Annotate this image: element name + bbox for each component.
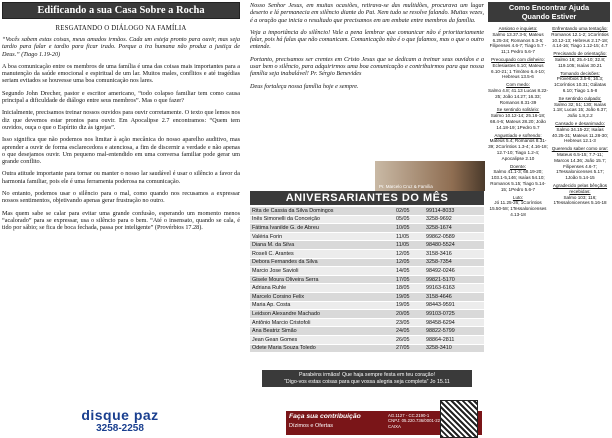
birthday-date: 12/05: [394, 249, 424, 258]
birthday-name: Leidson Alexandre Machado: [250, 310, 394, 319]
help-topic-heading: Ansioso e inquieto:: [498, 26, 538, 31]
help-topic: [550, 96, 610, 119]
disque-paz-logo: disque paz: [81, 407, 159, 423]
birthday-phone: 98480-5524: [424, 241, 484, 250]
help-guide-title-line2: Quando Estiver: [521, 12, 577, 21]
birthday-phone: 98492-0246: [424, 267, 484, 276]
birthday-phone: 3258-9692: [424, 215, 484, 224]
birthday-name: Marcio Jose Savioli: [250, 267, 394, 276]
birthday-row: [250, 267, 484, 276]
help-topic-refs: Mateus 5.4; Romanos 8.31-39; 2Coríntios 1.3-4; 4.16-18; 12.7-10; Tiago 1.2-4; Apocalipse 2.10: [488, 138, 548, 161]
help-guide-title: [488, 2, 610, 22]
bank-name: CAIXA: [388, 423, 401, 429]
help-topic-heading: Luto:: [512, 194, 524, 200]
help-guide-column: [488, 2, 610, 436]
help-topic-heading: Com medo:: [506, 82, 530, 88]
birthday-date: 14/05: [394, 267, 424, 276]
help-topic-heading: Se sentindo culpado:: [558, 95, 602, 101]
help-topic: [550, 26, 610, 49]
devotional-paragraph: Isso significa que não podemos nos limitar à ação mecânica do nosso aparelho auditivo, mas aprender a ouvir de forma esclarecedora e atenciosa, a fim de discernir a verdade e não apenas o que desejamos ouvir. Um pequeno mal-entendido em uma conversa familiar pode gerar um grande conflito.: [2, 136, 240, 166]
birthday-name: Antônio Marcio Cristofoli: [250, 318, 394, 327]
help-topic: [488, 133, 548, 162]
birthday-name: Maria Ap. Costa: [250, 301, 394, 310]
birthday-row: [250, 292, 484, 301]
disque-paz-phone: 3258-2258: [96, 423, 144, 434]
pastor-family-photo: [375, 161, 485, 191]
birthday-name: Odete Maria Souza Toledo: [250, 344, 394, 353]
help-topic: [550, 183, 610, 206]
birthday-date: 19/05: [394, 301, 424, 310]
birthdays-title: ANIVERSARIANTES DO MÊS: [250, 191, 484, 205]
birthday-row: [250, 301, 484, 310]
disque-paz-ad: [62, 407, 178, 434]
devotional-paragraph: No entanto, podemos usar o silêncio para o mal, como quando nos recusamos a expressar nossos sentimentos, objetivando apenas gerar frustração no outro.: [2, 190, 240, 205]
birthday-date: 10/05: [394, 224, 424, 233]
birthday-name: Ana Beatriz Simão: [250, 327, 394, 336]
help-guide-left-list: [488, 26, 548, 220]
birthday-phone: 99103-0725: [424, 310, 484, 319]
birthday-date: 26/05: [394, 335, 424, 344]
help-topic-heading: Angustiado e sofrendo:: [494, 132, 542, 138]
devotional-paragraph: Nosso Senhor Jesus, em muitas ocasiões, retirava-se das multidões, procurava um lugar deserto e lá permanecia em silêncio diante do Pai. Nem tudo se resolve falando. Muitas vezes, é a oração que inicia o resultado que precisamos em um embate entre membros da família.: [250, 2, 484, 24]
devotional-closing: Deus fortaleça nossa família hoje e sempre.: [250, 82, 359, 90]
help-topic: [488, 107, 548, 130]
birthday-name: Roseli C. Arantes: [250, 249, 394, 258]
birthday-phone: 3158-4646: [424, 292, 484, 301]
devotional-subtitle: RESGATANDO O DIÁLOGO NA FAMÍLIA: [55, 25, 187, 32]
help-topic-refs: Salmo 103; 116; 1Tessalonicenses 5.16-18: [553, 194, 607, 206]
help-topic-refs: Salmo 34.15-22; Isaías 40.25-31; Mateus 11.28-30; Hebreus 12.1-3: [551, 126, 609, 144]
help-topic-refs: Salmo 32; 51; 130; Isaías 1.18; Lucas 15; João 6.37; João 1.8,2.2: [552, 101, 608, 119]
help-topic: [550, 51, 610, 68]
help-topic-heading: Enfrentando uma tentação:: [552, 26, 608, 31]
birthday-row: [250, 310, 484, 319]
birthday-phone: 98458-6294: [424, 318, 484, 327]
birthday-row: [250, 249, 484, 258]
birthday-name: Gisele Moura Oliveira Serra: [250, 275, 394, 284]
birthday-date: 20/05: [394, 310, 424, 319]
devotional-column: [2, 2, 240, 436]
help-topic: [488, 26, 548, 55]
birthdays-table: [250, 207, 484, 353]
photo-caption: Pr. Marcelo Cruz & Família: [379, 184, 433, 189]
birthday-row: [250, 258, 484, 267]
help-topic: [488, 57, 548, 80]
help-topic-refs: Provérbios 3.5-6; 16.3; 1Coríntios 10.31; Gálatas 6.10; Tiago 1.5-8: [553, 76, 607, 93]
devotional-paragraph: Portanto, precisamos ser crentes em Cristo Jesus que se dedicam a treinar seus ouvidos e a usar bem o silêncio, para adquirirmos uma boa comunicação e contribuirmos para que nossa família seja inabalável! Pr. Sérgio Benevides: [250, 55, 484, 78]
birthday-row: [250, 327, 484, 336]
birthday-name: Diana M. da Silva: [250, 241, 394, 250]
birthday-row: [250, 344, 484, 353]
birthday-date: 05/05: [394, 215, 424, 224]
birthday-name: Fátima Ivanilde G. de Abreu: [250, 224, 394, 233]
birthday-date: 18/05: [394, 284, 424, 293]
help-topic-heading: Preocupado com dinheiro:: [491, 56, 545, 62]
help-topic-refs: Salmo 10.12-14; 25.16-18; 68.4-6; Mateus 28.20; João 14.18-19; 1Pedro 5.7: [490, 113, 546, 130]
birthday-greeting: Parabéns irmãos! Que haja sempre festa em teu coração!: [298, 372, 436, 378]
help-guide-right-list: [550, 26, 610, 208]
birthday-name: Valéria Forin: [250, 232, 394, 241]
middle-column: [250, 2, 484, 436]
birthday-row: [250, 215, 484, 224]
birthday-date: 02/05: [394, 207, 424, 215]
birthday-phone: 3158-3416: [424, 249, 484, 258]
devotional-paragraph: Inicialmente, precisamos treinar nossos ouvidos para ouvir corretamente. O texto que lemos nos diz que devemos estar prontos para ouvir. Em Apocalipse 2.7 encontramos: “Quem tem ouvidos, ouça o que o Espírito diz às igrejas”.: [2, 109, 240, 131]
help-topic-refs: Jó 11.25-26; 1Coríntios 15.50-58; 1Tessalonicenses 4.13-18: [489, 200, 547, 217]
help-topic: [550, 146, 610, 181]
birthday-row: [250, 241, 484, 250]
birthday-row: [250, 224, 484, 233]
birthday-phone: 99821-5170: [424, 275, 484, 284]
birthday-row: [250, 232, 484, 241]
birthday-name: Jean Gean Gomes: [250, 335, 394, 344]
birthday-date: 11/05: [394, 232, 424, 241]
birthday-phone: 99163-6163: [424, 284, 484, 293]
birthday-phone: 99862-0589: [424, 232, 484, 241]
help-topic-heading: Doente:: [509, 163, 527, 169]
help-topic-heading: Precisando de orientação:: [553, 51, 607, 57]
help-topic-heading: Querendo saber como orar:: [551, 146, 609, 152]
devotional-paragraph: Veja a importância do silêncio! Vale a pena lembrar que comunicar não é prioritariamente falar, pois há falas que não comunicam. Comunicação não é o que falamos, mas o que o outro entende.: [250, 28, 484, 51]
help-topic-refs: Salmo 41.1-3; 68.19-20; 103.1-5,146; Isaías 54.10; Romanos 5.15; Tiago 5.14-15; 1Pedro 5.6-7: [490, 169, 546, 192]
help-topic: [550, 121, 610, 144]
birthday-row: [250, 275, 484, 284]
help-topic-refs: Salmo 13.37.3-5; Mateus 6.25-34; Romanos 5.3-5; Filipenses 4.6-7; Tiago 5.7 - 11;1 Pedro 5.6-7: [489, 31, 547, 55]
bank-cnpj: CNPJ: 05.220.736/0001-22: [388, 418, 441, 424]
birthday-row: [250, 318, 484, 327]
bank-details: [388, 413, 440, 429]
birthday-phone: 98443-9591: [424, 301, 484, 310]
birthday-phone: 98864-2811: [424, 335, 484, 344]
birthday-phone: 3258-1674: [424, 224, 484, 233]
devotional-paragraph: Mas quem sabe se calar para evitar uma grande confusão, esperando um momento menos “acalorado” para se expressar, usa o silêncio para o bem. “Até o insensato, quando se cala, é tido por sábio; se fica de boca fechada, passa por inteligente” (Provérbios 17.28).: [2, 209, 240, 232]
devotional-paragraph: A boa comunicação entre os membros de uma família é uma das coisas mais importantes para a manutenção da saúde emocional e espiritual de um lar. Muitos males, conflitos e até tragédias seriam evitados se houvesse uma boa comunicação nos lares.: [2, 62, 240, 85]
birthday-row: [250, 284, 484, 293]
birthday-date: 17/05: [394, 275, 424, 284]
birthday-phone: 3258-3410: [424, 344, 484, 353]
help-topic-heading: Agradecido pelas bênçãos recebidas:: [552, 182, 608, 194]
birthday-verse: [262, 370, 472, 387]
birthday-verse-text: “Digo-vos estas coisas para que vossa alegria seja completa” Jo 15.11: [284, 378, 450, 385]
birthday-row: [250, 335, 484, 344]
birthday-name: Inês Simonelli da Conceição: [250, 215, 394, 224]
offering-title: Faça sua contribuição: [289, 413, 361, 420]
help-topic-refs: Salmo 4.8; 41.13 Lucas 8.22-25; João 14.27; 16.33; Romanos 8.31-39: [488, 87, 549, 105]
birthday-phone: 99114-8033: [424, 207, 484, 215]
offering-subtitle: Dízimos e Ofertas: [289, 423, 334, 429]
help-topic-refs: Eclesiastes 5.10; Mateus 6.10-21; 1 Timóteo 6.4-10; Hebreus 13.5-6: [491, 62, 545, 80]
devotional-banner: Edificando a sua Casa Sobre a Rocha: [2, 2, 240, 19]
help-topic: [488, 164, 548, 193]
help-topic: [550, 71, 610, 94]
birthday-name: Marcelo Corsino Felix: [250, 292, 394, 301]
help-topic: [488, 195, 548, 218]
birthday-date: 23/05: [394, 318, 424, 327]
help-topic: [488, 82, 548, 105]
devotional-paragraph: Segundo John Drecher, pastor e escritor americano, “todo colapso familiar tem como causa principal a dificuldade de diálogo entre seus membros”. Mas o que fazer?: [2, 89, 240, 105]
birthday-date: 27/05: [394, 344, 424, 353]
help-guide-title-line1: Como Encontrar Ajuda: [508, 3, 590, 12]
birthday-phone: 98822-5799: [424, 327, 484, 336]
help-topic-refs: Romanos 12.1-2; 1Coríntios 10.12-13; Hebreus 2.17-18; 4.14-16; Tiago 1.12-15; 4.7: [551, 31, 609, 49]
help-topic-heading: Se sentindo solitário:: [496, 107, 540, 113]
devotional-verse: “Vocês sabem estas coisas, meus amados irmãos. Cada um esteja pronto para ouvir, mas seja tardio para falar e tardio para ficar irado. Porque a ira humana não produz a justiça de Deus.” (Tiago 1.19-20): [2, 36, 240, 58]
qr-code-icon: [440, 400, 478, 438]
devotional-paragraph: Outra atitude importante para tornar ou manter o nosso lar saudável é usar o silêncio a favor da harmonia familiar, pois ele é uma ferramenta poderosa na comunicação.: [2, 170, 240, 185]
birthday-name: Adriana Ruhle: [250, 284, 394, 293]
birthday-date: 12/05: [394, 258, 424, 267]
birthday-date: 11/05: [394, 241, 424, 250]
help-topic-refs: Mateus 6.5-15; 7.7-11; Marcos 14.36; João 15.7; Filipenses 4.6-7; 1Tessalonicenses 5.17; 1João 5.14-15: [554, 151, 606, 181]
birthday-date: 24/05: [394, 327, 424, 336]
birthday-name: Rita de Cassia da Silva Domingos: [250, 207, 394, 215]
help-topic-heading: Tomando decisões:: [560, 70, 600, 76]
birthday-name: Debora Fernandes da Silva: [250, 258, 394, 267]
birthday-row: [250, 207, 484, 215]
birthday-phone: 3258-7354: [424, 258, 484, 267]
help-topic-refs: Salmo 16; 25.4-10; 32.8; 119.105; Isaías 30.21: [554, 56, 606, 68]
birthday-date: 19/05: [394, 292, 424, 301]
bank-account: AG.1127 - CC.2190-1: [388, 413, 430, 418]
help-topic-heading: Cansado e desanimado:: [555, 120, 605, 126]
